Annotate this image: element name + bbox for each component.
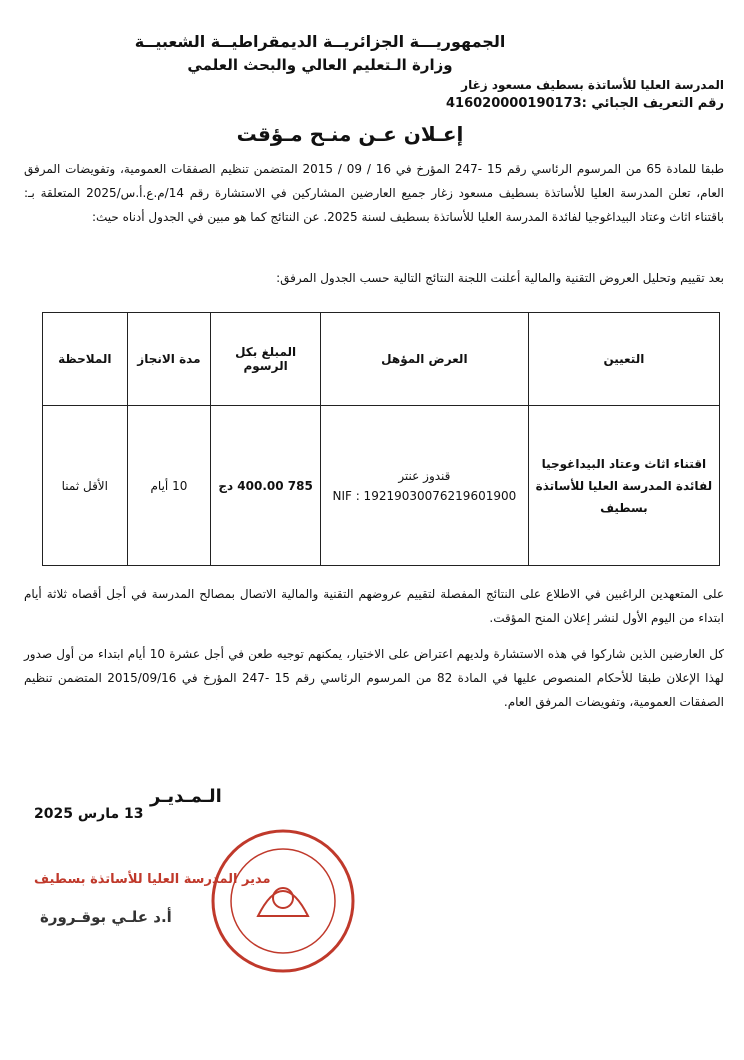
results-table <box>42 312 720 566</box>
republic-heading: الجمهوريـــة الجزائريــة الديمقراطيــة الشعبيــة <box>134 32 506 51</box>
header-duration: مدة الانجاز <box>127 313 211 406</box>
results-info-paragraph: على المتعهدين الراغبين في الاطلاع على النتائج المفصلة لتقييم عروضهم التقنية والمالية الاتصال بمصالح المدرسة في أجل أقصاه ثلاثة أيام ابتداء من اليوم الأول لنشر إعلان المنح المؤقت. <box>24 587 724 625</box>
evaluation-paragraph: بعد تقييم وتحليل العروض التقنية والمالية أعلنت اللجنة النتائج التالية حسب الجدول المرفق: <box>276 271 724 285</box>
official-seal-icon <box>208 826 358 976</box>
table-header-row <box>43 313 720 406</box>
offer-nif: NIF : 19219030076219601900 <box>332 488 517 503</box>
page-title: إعـلان عـن منـح مـؤقت <box>236 122 464 146</box>
header-offer: العرض المؤهل <box>320 313 528 406</box>
signature-date: 13 مارس 2025 <box>34 806 144 822</box>
appeal-paragraph: كل العارضين الذين شاركوا في هذه الاستشارة ولديهم اعتراض على الاختيار، يمكنهم توجيه طعن في أجل عشرة 10 أيام ابتداء من أول صدور لهذا الإعلان طبقا للأحكام المنصوص عليها في المادة 82 من المرسوم الرئاسي رقم 15 -247 المؤرخ في 2015/09/16 المتضمن تنظيم الصفقات العمومية، وتفويضات المرفق العام. <box>24 647 724 709</box>
intro-paragraph: طبقا للمادة 65 من المرسوم الرئاسي رقم 15 -247 المؤرخ في 16 / 09 / 2015 المتضمن تنظيم الصفقات العمومية، وتفويضات المرفق العام، تعلن المدرسة العليا للأساتذة بسطيف مسعود زغار جميع العارضين المشاركين في الاستشارة رقم 14/م.ع.أ.س/2025 المتعلقة بـ: باقتناء اثاث وعتاد البيداغوجيا لفائدة المدرسة العليا للأساتذة بسطيف لسنة 2025. عن النتائج كما هو مبين في الجدول أدناه حيث: <box>24 162 725 224</box>
cell-offer <box>320 406 528 566</box>
director-name: أ.د علـي بوقـرورة <box>40 908 172 926</box>
cell-note: الأقل ثمنا <box>43 406 128 566</box>
offer-name: قندوز عنتر <box>398 468 451 483</box>
header-designation: التعيين <box>528 313 719 406</box>
stamp-line: مدير المدرسة العليا للأساتذة بسطيف <box>34 872 271 887</box>
header-note: الملاحظة <box>43 313 128 406</box>
table-row <box>43 406 720 566</box>
institution-name: المدرسة العليا للأساتذة بسطيف مسعود زغار <box>461 78 724 92</box>
cell-amount: 785 400.00 دج <box>211 406 321 566</box>
ministry-heading: وزارة الـتعليم العالي والبحث العلمي <box>187 56 453 74</box>
header-amount: المبلغ بكل الرسوم <box>211 313 321 406</box>
tax-id: رقم التعريف الجبائي :416020000190173 <box>445 96 724 111</box>
director-title: الـمـديـر <box>150 786 222 807</box>
cell-designation: اقتناء اثاث وعتاد البيداغوجيا لفائدة المدرسة العليا للأساتذة بسطيف <box>528 406 719 566</box>
cell-duration: 10 أيام <box>127 406 211 566</box>
